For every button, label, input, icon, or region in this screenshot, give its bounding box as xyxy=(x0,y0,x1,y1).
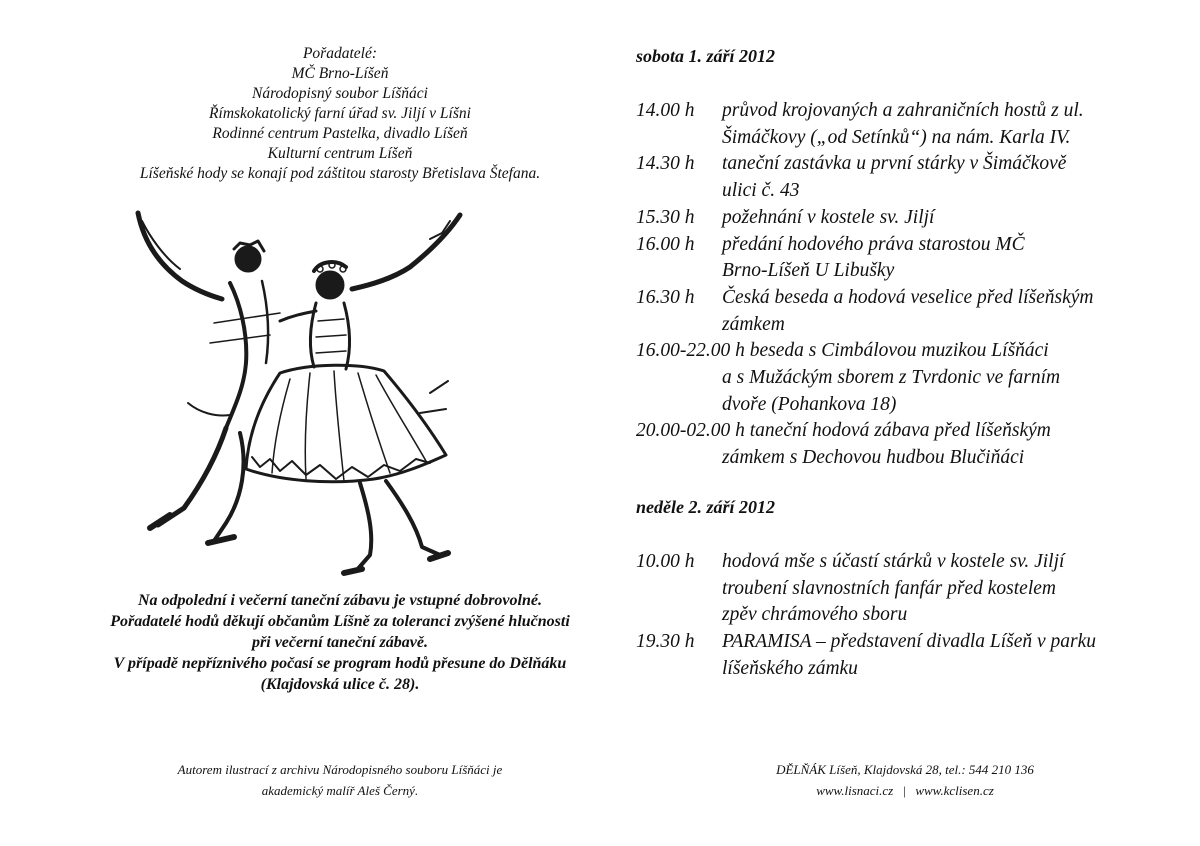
schedule-item xyxy=(636,285,1093,338)
schedule-item xyxy=(636,629,1096,682)
organizers-label: Pořadatelé: xyxy=(302,45,378,62)
event-text: PARAMISA – představení divadla Líšeň v parku xyxy=(722,631,1097,653)
event-time: 16.30 h xyxy=(636,286,695,308)
event-text: zámkem s Dechovou hudbou Blučiňáci xyxy=(722,447,1025,469)
venue-address: DĚLŇÁK Líšeň, Klajdovská 28, tel.: 544 210 136 xyxy=(776,762,1034,777)
event-time: 19.30 h xyxy=(636,631,695,653)
event-time: 15.30 h xyxy=(636,206,695,228)
organizer-line: Římskokatolický farní úřad sv. Jiljí v Líšni xyxy=(209,105,471,122)
schedule-item xyxy=(636,151,1093,204)
event-text: požehnání v kostele sv. Jiljí xyxy=(722,206,935,228)
event-text: taneční zastávka u první stárky v Šimáčkově xyxy=(722,153,1067,175)
note-line: V případě nepříznivého počasí se program hodů přesune do Dělňáku xyxy=(113,655,567,672)
organizer-line: MČ Brno-Líšeň xyxy=(291,65,389,82)
event-text: Brno-Líšeň U Libušky xyxy=(722,260,895,282)
event-text: Česká beseda a hodová veselice před líšeňským xyxy=(722,286,1094,308)
credit-line: Autorem ilustrací z archivu Národopisného souboru Líšňáci je xyxy=(177,762,503,777)
event-text: ulici č. 43 xyxy=(722,180,800,202)
note-line: (Klajdovská ulice č. 28). xyxy=(260,676,420,693)
day2-heading: neděle 2. září 2012 xyxy=(636,497,775,517)
organizer-line: Národopisný soubor Líšňáci xyxy=(252,85,428,102)
web-links xyxy=(690,780,1120,801)
schedule-item xyxy=(636,205,1093,232)
patronage-line: Líšeňské hody se konají pod záštitou starosty Břetislava Štefana. xyxy=(139,165,541,182)
event-text: předání hodového práva starostou MČ xyxy=(722,233,1025,255)
event-time: 16.00 h xyxy=(636,233,695,255)
event-text: dvoře (Pohankova 18) xyxy=(722,393,897,415)
note-line: Na odpolední i večerní taneční zábavu je vstupné dobrovolné. xyxy=(138,592,542,609)
event-text: a s Mužáckým sborem z Tvrdonic ve farním xyxy=(722,367,1061,389)
illustration-credits xyxy=(40,759,640,801)
schedule-item xyxy=(636,338,1093,418)
event-text: Šimáčkovy („od Setínků“) na nám. Karla IV. xyxy=(722,126,1071,148)
credit-line: akademický malíř Aleš Černý. xyxy=(261,783,419,798)
event-text: 20.00-02.00 h taneční hodová zábava před líšeňským xyxy=(636,420,1051,442)
link-kclisen[interactable]: www.kclisen.cz xyxy=(915,783,994,798)
day1-schedule xyxy=(636,98,1093,472)
event-time: 14.00 h xyxy=(636,100,695,121)
event-text: hodová mše s účastí stárků v kostele sv. Jiljí xyxy=(722,551,1065,572)
event-time: 10.00 h xyxy=(636,551,695,572)
event-text: líšeňského zámku xyxy=(722,657,858,679)
event-text: troubení slavnostních fanfár před kostelem xyxy=(722,577,1056,599)
schedule-item xyxy=(636,549,1096,629)
organizer-line: Kulturní centrum Líšeň xyxy=(267,145,413,162)
organizers-block xyxy=(40,44,640,184)
event-text: zpěv chrámového sboru xyxy=(722,604,908,626)
schedule-item xyxy=(636,98,1093,151)
day1-heading: sobota 1. září 2012 xyxy=(636,46,776,66)
event-text: 16.00-22.00 h beseda s Cimbálovou muzikou Líšňáci xyxy=(636,340,1049,362)
contact-footer xyxy=(690,759,1120,801)
link-separator: | xyxy=(902,783,907,798)
event-text: zámkem xyxy=(722,313,785,335)
event-text: průvod krojovaných a zahraničních hostů z ul. xyxy=(722,100,1084,121)
dancers-illustration xyxy=(130,203,470,585)
schedule-item xyxy=(636,418,1093,471)
link-lisnaci[interactable]: www.lisnaci.cz xyxy=(816,783,894,798)
event-time: 14.30 h xyxy=(636,153,695,175)
admission-notes xyxy=(40,590,640,695)
day2-schedule xyxy=(636,549,1096,683)
note-line: Pořadatelé hodů děkují občanům Líšně za toleranci zvýšené hlučnosti xyxy=(110,613,570,630)
organizer-line: Rodinné centrum Pastelka, divadlo Líšeň xyxy=(212,125,468,142)
schedule-item xyxy=(636,232,1093,285)
note-line: při večerní taneční zábavě. xyxy=(252,634,428,651)
